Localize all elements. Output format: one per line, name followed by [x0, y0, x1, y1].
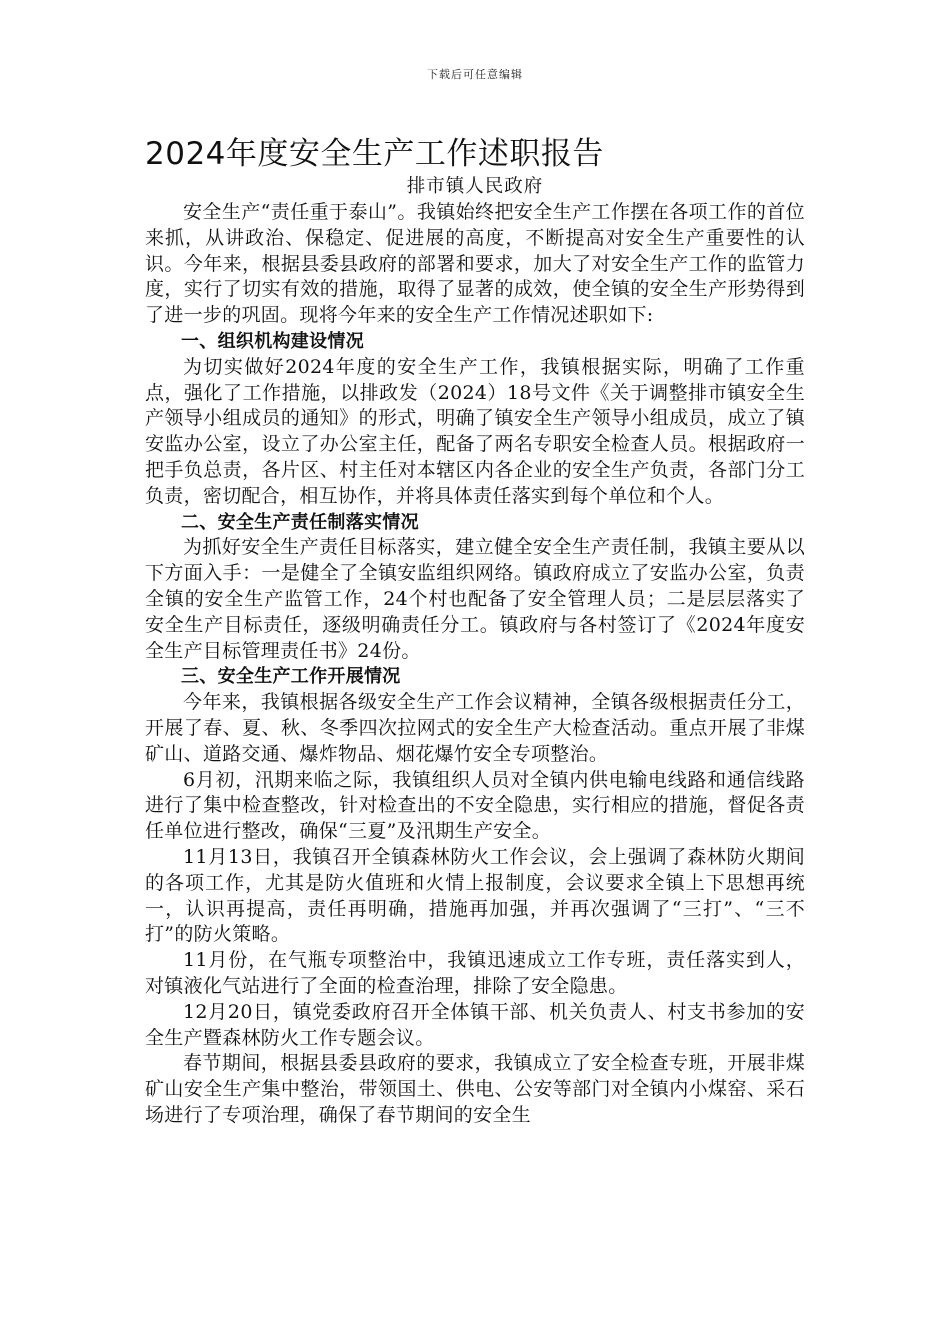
- paragraph-dec-20: 12月20日，镇党委政府召开全体镇干部、机关负责人、村支书参加的安全生产暨森林防火工作专题会议。: [145, 1000, 805, 1049]
- document-title: 2024年度安全生产工作述职报告: [145, 136, 604, 172]
- section-heading-2: 二、安全生产责任制落实情况: [181, 511, 419, 533]
- paragraph-nov-13: 11月13日，我镇召开全镇森林防火工作会议，会上强调了森林防火期间的各项工作，尤其是防火值班和火情上报制度，会议要求全镇上下思想再统一，认识再提高，责任再明确，措施再加强，并再次强调了“三打”、“三不打”的防火策略。: [145, 845, 805, 946]
- paragraph-november: 11月份，在气瓶专项整治中，我镇迅速成立工作专班，责任落实到人，对镇液化气站进行了全面的检查治理，排除了安全隐患。: [145, 949, 805, 997]
- section-heading-1: 一、组织机构建设情况: [181, 330, 364, 352]
- paragraph-june: 6月初，汛期来临之际，我镇组织人员对全镇内供电输电线路和通信线路进行了集中检查整改，针对检查出的不安全隐患，实行相应的措施，督促各责任单位进行整改，确保“三夏”及汛期生产安全。: [145, 768, 805, 843]
- paragraph-inspections: 今年来，我镇根据各级安全生产工作会议精神，全镇各级根据责任分工，开展了春、夏、秋、冬季四次拉网式的安全生产大检查活动。重点开展了非煤矿山、道路交通、爆炸物品、烟花爆竹安全专项整治。: [145, 691, 805, 765]
- paragraph-organization: 为切实做好2024年度的安全生产工作，我镇根据实际，明确了工作重点，强化了工作措施，以排政发（2024）18号文件《关于调整排市镇安全生产领导小组成员的通知》的形式，明确了镇安全生产领导小组成员，成立了镇安监办公室，设立了办公室主任，配备了两名专职安全检查人员。根据政府一把手负总责，各片区、村主任对本辖区内各企业的安全生产负责，各部门分工负责，密切配合，相互协作，并将具体责任落实到每个单位和个人。: [145, 355, 805, 507]
- paragraph-responsibility: 为抓好安全生产责任目标落实，建立健全安全生产责任制，我镇主要从以下方面入手：一是健全了全镇安监组织网络。镇政府成立了安监办公室，负责全镇的安全生产监管工作，24个村也配备了安全管理人员；二是层层落实了安全生产目标责任，逐级明确责任分工。镇政府与各村签订了《2024年度安全生产目标管理责任书》24份。: [145, 536, 805, 662]
- page-header: 下载后可任意编辑: [427, 68, 523, 81]
- paragraph-spring-festival: 春节期间，根据县委县政府的要求，我镇成立了安全检查专班，开展非煤矿山安全生产集中整治，带领国土、供电、公安等部门对全镇内小煤窑、采石场进行了专项治理，确保了春节期间的安全生: [145, 1052, 805, 1126]
- section-heading-3: 三、安全生产工作开展情况: [181, 666, 401, 688]
- paragraph-intro: 安全生产“责任重于泰山”。我镇始终把安全生产工作摆在各项工作的首位来抓，从讲政治、保稳定、促进展的高度，不断提高对安全生产重要性的认识。今年来，根据县委县政府的部署和要求，加大了对安全生产工作的监管力度，实行了切实有效的措施，取得了显著的成效，使全镇的安全生产形势得到了进一步的巩固。现将今年来的安全生产工作情况述职如下:: [145, 201, 805, 327]
- document-author: 排市镇人民政府: [406, 176, 544, 197]
- document-body: [145, 200, 805, 1129]
